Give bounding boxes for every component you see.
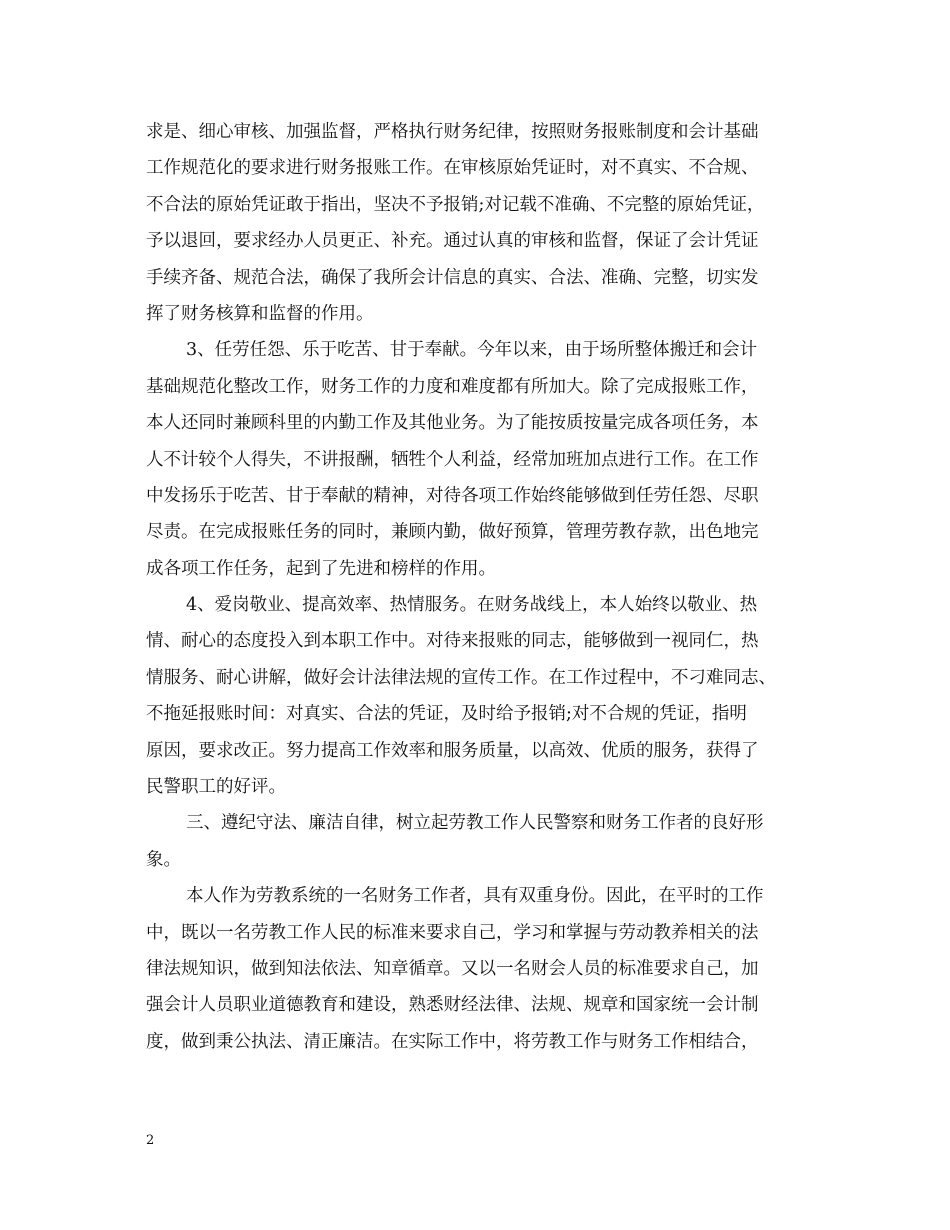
- text-line: 度，做到秉公执法、清正廉洁。在实际工作中，将劳教工作与财务工作相结合，: [146, 1031, 759, 1052]
- text-line: 情服务、耐心讲解，做好会计法律法规的宣传工作。在工作过程中，不刁难同志、: [146, 667, 776, 688]
- text-line: 中发扬乐于吃苦、甘于奉献的精神，对待各项工作始终能够做到任劳任怨、尽职: [146, 485, 759, 506]
- text-line: 律法规知识，做到知法依法、知章循章。又以一名财会人员的标准要求自己，加: [146, 958, 759, 979]
- text-line: 基础规范化整改工作，财务工作的力度和难度都有所加大。除了完成报账工作，: [146, 376, 759, 397]
- text-line: 手续齐备、规范合法，确保了我所会计信息的真实、合法、准确、完整，切实发: [146, 267, 759, 288]
- text-line: 民警职工的好评。: [146, 777, 286, 798]
- document-body: [146, 114, 816, 1060]
- text-line: 本人作为劳教系统的一名财务工作者，具有双重身份。因此，在平时的工作: [186, 886, 764, 907]
- text-line: 原因，要求改正。努力提高工作效率和服务质量，以高效、优质的服务，获得了: [146, 740, 759, 761]
- text-line: 中，既以一名劳教工作人民的标准来要求自己，学习和掌握与劳动教养相关的法: [146, 922, 759, 943]
- text-line: 予以退回，要求经办人员更正、补充。通过认真的审核和监督，保证了会计凭证: [146, 231, 759, 252]
- text-line: 本人还同时兼顾科里的内勤工作及其他业务。为了能按质按量完成各项任务，本: [146, 413, 759, 434]
- text-line: 求是、细心审核、加强监督，严格执行财务纪律，按照财务报账制度和会计基础: [146, 122, 759, 142]
- text-line: 不合法的原始凭证敢于指出，坚决不予报销;对记载不准确、不完整的原始凭证，: [146, 194, 765, 215]
- text-line: 尽责。在完成报账任务的同时，兼顾内勤，做好预算，管理劳教存款，出色地完: [146, 522, 759, 543]
- text-line: 4、爱岗敬业、提高效率、热情服务。在财务战线上，本人始终以敬业、热: [186, 595, 758, 616]
- text-line: 成各项工作任务，起到了先进和榜样的作用。: [146, 558, 496, 579]
- text-line: 象。: [146, 849, 181, 870]
- text-line: 情、耐心的态度投入到本职工作中。对待来报账的同志，能够做到一视同仁，热: [146, 631, 759, 652]
- text-line: 人不计较个人得失，不讲报酬，牺牲个人利益，经常加班加点进行工作。在工作: [146, 449, 759, 470]
- text-line: 工作规范化的要求进行财务报账工作。在审核原始凭证时，对不真实、不合规、: [146, 158, 759, 179]
- page-number: 2: [146, 1133, 155, 1148]
- text-line: 三、遵纪守法、廉洁自律，树立起劳教工作人民警察和财务工作者的良好形: [186, 813, 764, 834]
- text-line: 3、任劳任怨、乐于吃苦、甘于奉献。今年以来，由于场所整体搬迁和会计: [186, 340, 758, 361]
- text-line: 强会计人员职业道德教育和建设，熟悉财经法律、法规、规章和国家统一会计制: [146, 995, 759, 1016]
- text-line: 不拖延报账时间：对真实、合法的凭证，及时给予报销;对不合规的凭证，指明: [146, 704, 747, 725]
- text-line: 挥了财务核算和监督的作用。: [146, 303, 374, 324]
